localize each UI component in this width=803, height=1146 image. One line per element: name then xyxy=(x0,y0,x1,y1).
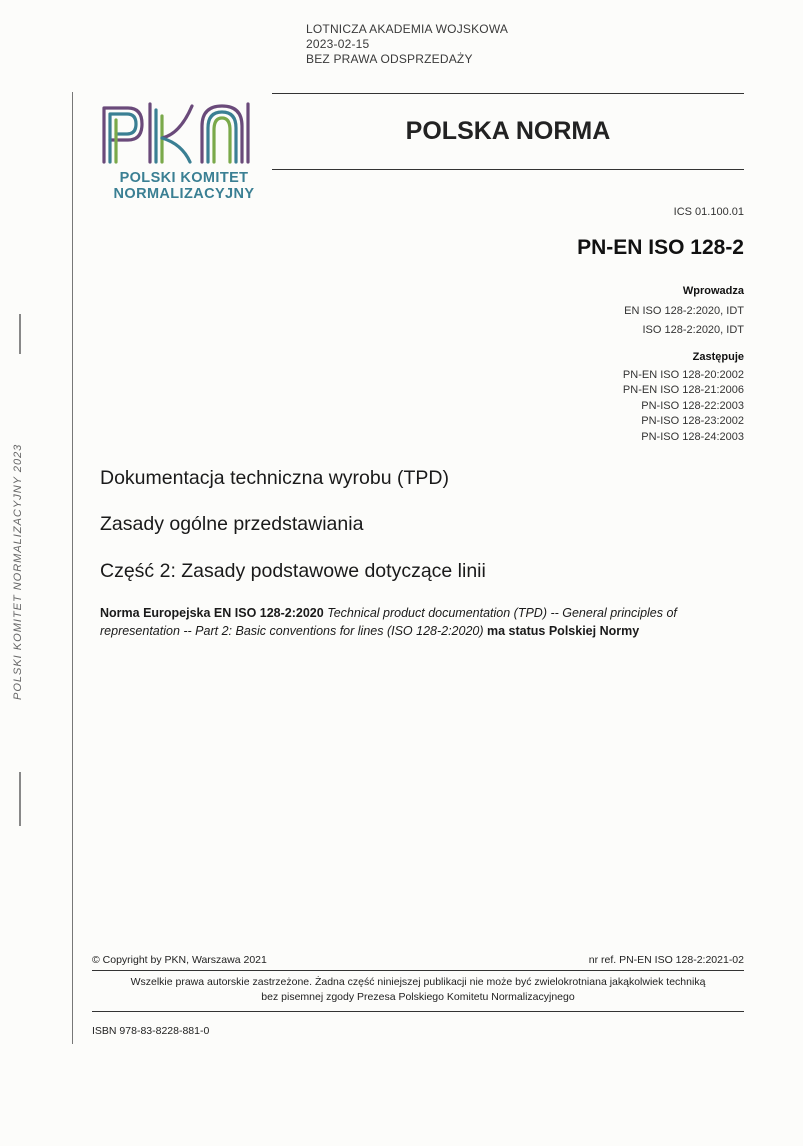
left-margin-line xyxy=(72,92,73,1044)
document-title-2: Zasady ogólne przedstawiania xyxy=(100,513,364,535)
replaces-item: PN-EN ISO 128-20:2002 xyxy=(622,368,744,381)
norma-english-title: Technical product documentation (TPD) -- General principles of representation -- Part 2: Basic conventions for lines (ISO 128-2:2020) xyxy=(100,606,677,638)
copyright-text: © Copyright by PKN, Warszawa 2021 xyxy=(92,954,267,966)
reference-number: nr ref. PN-EN ISO 128-2:2021-02 xyxy=(588,954,744,966)
introduces-item: EN ISO 128-2:2020, IDT xyxy=(624,304,744,317)
footer-rule-bottom xyxy=(92,1011,744,1012)
rights-line-1: Wszelkie prawa autorskie zastrzeżone. Żadna część niniejszej publikacji nie może być zwielokrotniana jakąkolwiek techniką xyxy=(130,976,706,988)
footer-rule-top xyxy=(92,970,744,971)
standard-id: PN-EN ISO 128-2 xyxy=(577,236,744,259)
introduces-item: ISO 128-2:2020, IDT xyxy=(642,324,744,336)
replaces-item: PN-EN ISO 128-21:2006 xyxy=(622,384,744,396)
ics-code: ICS 01.100.01 xyxy=(673,206,744,218)
header-top-rule xyxy=(272,93,744,94)
isbn-text: ISBN 978-83-8228-881-0 xyxy=(92,1025,210,1037)
page-title: POLSKA NORMA xyxy=(405,117,611,145)
stamp-line-1: LOTNICZA AKADEMIA WOJSKOWA xyxy=(306,22,509,36)
logo-line-1: POLSKI KOMITET xyxy=(119,170,249,186)
replaces-item: PN-ISO 128-24:2003 xyxy=(641,430,744,443)
stamp-line-2: 2023-02-15 xyxy=(306,37,370,51)
document-title-1: Dokumentacja techniczna wyrobu (TPD) xyxy=(100,467,449,489)
logo-line-2: NORMALIZACYJNY xyxy=(113,186,255,202)
replaces-item: PN-ISO 128-23:2002 xyxy=(641,415,744,427)
pkn-logo-text xyxy=(101,170,267,202)
side-mark-bottom xyxy=(19,772,21,826)
side-watermark: POLSKI KOMITET NORMALIZACYJNY 2023 xyxy=(12,443,24,700)
norma-description xyxy=(100,604,720,640)
stamp-line-3: BEZ PRAWA ODSPRZEDAŻY xyxy=(306,52,473,66)
norma-suffix: ma status Polskiej Normy xyxy=(487,624,640,638)
rights-notice xyxy=(92,975,744,1005)
rights-line-2: bez pisemnej zgody Prezesa Polskiego Komitetu Normalizacyjnego xyxy=(261,991,575,1003)
side-mark-top xyxy=(19,314,21,354)
introduces-heading: Wprowadza xyxy=(682,285,744,297)
replaces-block xyxy=(623,350,744,445)
norma-prefix: Norma Europejska EN ISO 128-2:2020 xyxy=(100,606,324,620)
introduces-block xyxy=(624,284,744,339)
replaces-item: PN-ISO 128-22:2003 xyxy=(641,399,744,412)
replaces-heading: Zastępuje xyxy=(692,351,744,363)
header-bottom-rule xyxy=(272,169,744,170)
document-title-3: Część 2: Zasady podstawowe dotyczące linii xyxy=(100,560,486,582)
purchaser-stamp xyxy=(306,22,508,67)
